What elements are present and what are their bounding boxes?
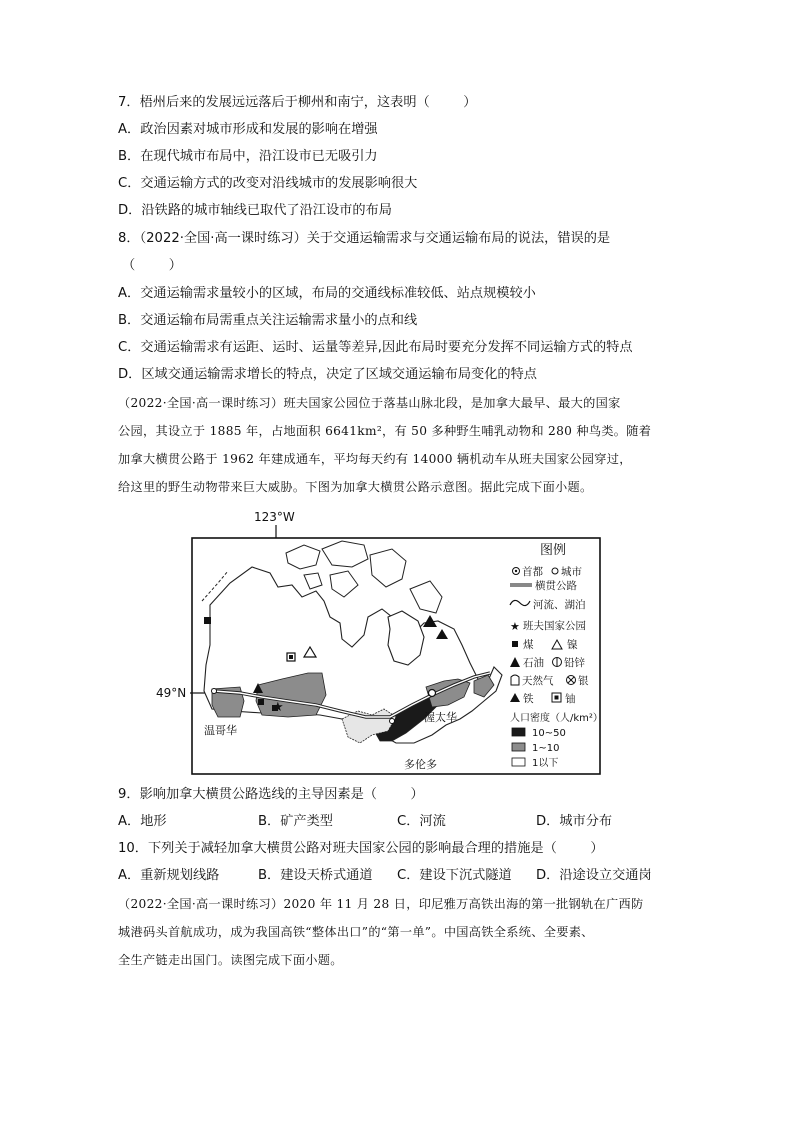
legend-uranium: 铀 [565, 693, 576, 705]
legend-lead-zinc: 铅锌 [564, 657, 585, 669]
legend-density-mid: 1~10 [532, 743, 560, 754]
question-10-option-b: B．建设天桥式通道 [258, 868, 373, 883]
coal-symbol [258, 699, 264, 705]
passage-banff-line: 给这里的野生动物带来巨大威胁。下图为加拿大横贯公路示意图。据此完成下面小题。 [118, 480, 593, 494]
question-9-stem: 9．影响加拿大横贯公路选线的主导因素是（ ） [118, 787, 424, 802]
question-8-option-c: C．交通运输需求有运距、运时、运量等差异,因此布局时要充分发挥不同运输方式的特点 [118, 340, 633, 355]
question-10-option-c: C．建设下沉式隧道 [397, 868, 512, 883]
legend-nickel: 镍 [567, 639, 578, 651]
passage-railway-line: 全生产链走出国门。读图完成下面小题。 [118, 953, 343, 967]
passage-banff [118, 389, 678, 501]
density-low-swatch [512, 758, 525, 766]
latitude-label: 49°N [156, 686, 187, 700]
question-8-stem: 8．（2022·全国·高一课时练习）关于交通运输需求与交通运输布局的说法，错误的是 [118, 231, 611, 246]
legend-banff: 班夫国家公园 [523, 620, 586, 632]
legend-density-low: 1以下 [532, 758, 559, 769]
city-label-toronto: 多伦多 [404, 758, 437, 771]
coal-symbol [204, 617, 211, 624]
question-9-option-a: A．地形 [118, 814, 167, 829]
longitude-label: 123°W [254, 510, 295, 524]
legend-title: 图例 [540, 543, 567, 558]
legend-highway: 横贯公路 [535, 580, 577, 592]
question-10-option-d: D．沿途设立交通岗 [536, 868, 652, 883]
city-icon [552, 568, 558, 574]
question-8-option-b: B．交通运输布局需重点关注运输需求量小的点和线 [118, 313, 418, 328]
question-10-stem: 10．下列关于减轻加拿大横贯公路对班夫国家公园的影响最合理的措施是（ ） [118, 841, 604, 856]
question-8-bracket: （ ） [122, 258, 182, 273]
question-8-option-d: D．区域交通运输需求增长的特点，决定了区域交通运输布局变化的特点 [118, 367, 537, 382]
coal-symbol [289, 655, 293, 659]
legend-capital: 首都 [522, 566, 543, 578]
legend-city: 城市 [561, 566, 582, 578]
passage-railway [118, 890, 678, 974]
city-label-ottawa: 渥太华 [424, 711, 457, 724]
question-9-option-c: C．河流 [397, 814, 446, 829]
legend-gas: 天然气 [522, 675, 554, 687]
coal-icon [512, 641, 518, 647]
banff-star: ★ [272, 700, 284, 715]
gas-icon [511, 675, 519, 685]
question-7-stem: 7．梧州后来的发展远远落后于柳州和南宁，这表明（ ） [118, 95, 477, 110]
legend-river-lake: 河流、湖泊 [533, 599, 586, 611]
question-10-option-a: A．重新规划线路 [118, 868, 220, 883]
question-8-option-a: A．交通运输需求量较小的区域，布局的交通线标准较低、站点规模较小 [118, 286, 536, 301]
star-icon: ★ [510, 620, 520, 633]
passage-banff-line: 公园，其设立于 1885 年，占地面积 6641km²，有 50 多种野生哺乳动物和 280 种鸟类。随着 [118, 424, 652, 438]
question-9-option-d: D．城市分布 [536, 814, 613, 829]
question-7-option-d: D．沿铁路的城市轴线已取代了沿江设市的布局 [118, 203, 392, 218]
density-high-swatch [512, 728, 525, 736]
legend-coal: 煤 [523, 639, 534, 651]
passage-railway-line: （2022·全国·高一课时练习）2020 年 11 月 28 日，印尼雅万高铁出海的第一批钢轨在广西防 [118, 897, 644, 911]
legend-iron: 铁 [523, 693, 534, 705]
question-7-option-b: B．在现代城市布局中，沿江设市已无吸引力 [118, 149, 378, 164]
legend-silver: 银 [578, 675, 589, 687]
legend-density-title: 人口密度（人/km²） [510, 713, 603, 724]
passage-banff-line: （2022·全国·高一课时练习）班夫国家公园位于落基山脉北段，是加拿大最早、最大的国家 [118, 396, 621, 410]
city-symbol [390, 719, 395, 724]
canada-highway-map [156, 505, 603, 777]
question-7-option-c: C．交通运输方式的改变对沿线城市的发展影响很大 [118, 176, 418, 191]
city-label-vancouver: 温哥华 [204, 724, 237, 737]
density-mid-swatch [512, 743, 525, 751]
capital-symbol [429, 690, 436, 697]
city-symbol [212, 689, 217, 694]
passage-banff-line: 加拿大横贯公路于 1962 年建成通车，平均每天约有 14000 辆机动车从班夫国家公园穿过， [118, 452, 632, 466]
legend-density-high: 10~50 [532, 728, 566, 739]
passage-railway-line: 城港码头首航成功，成为我国高铁“整体出口”的“第一单”。中国高铁全系统、全要素、 [118, 925, 594, 939]
legend-oil: 石油 [523, 657, 544, 669]
question-7-option-a: A．政治因素对城市形成和发展的影响在增强 [118, 122, 378, 137]
question-9-option-b: B．矿产类型 [258, 814, 333, 829]
